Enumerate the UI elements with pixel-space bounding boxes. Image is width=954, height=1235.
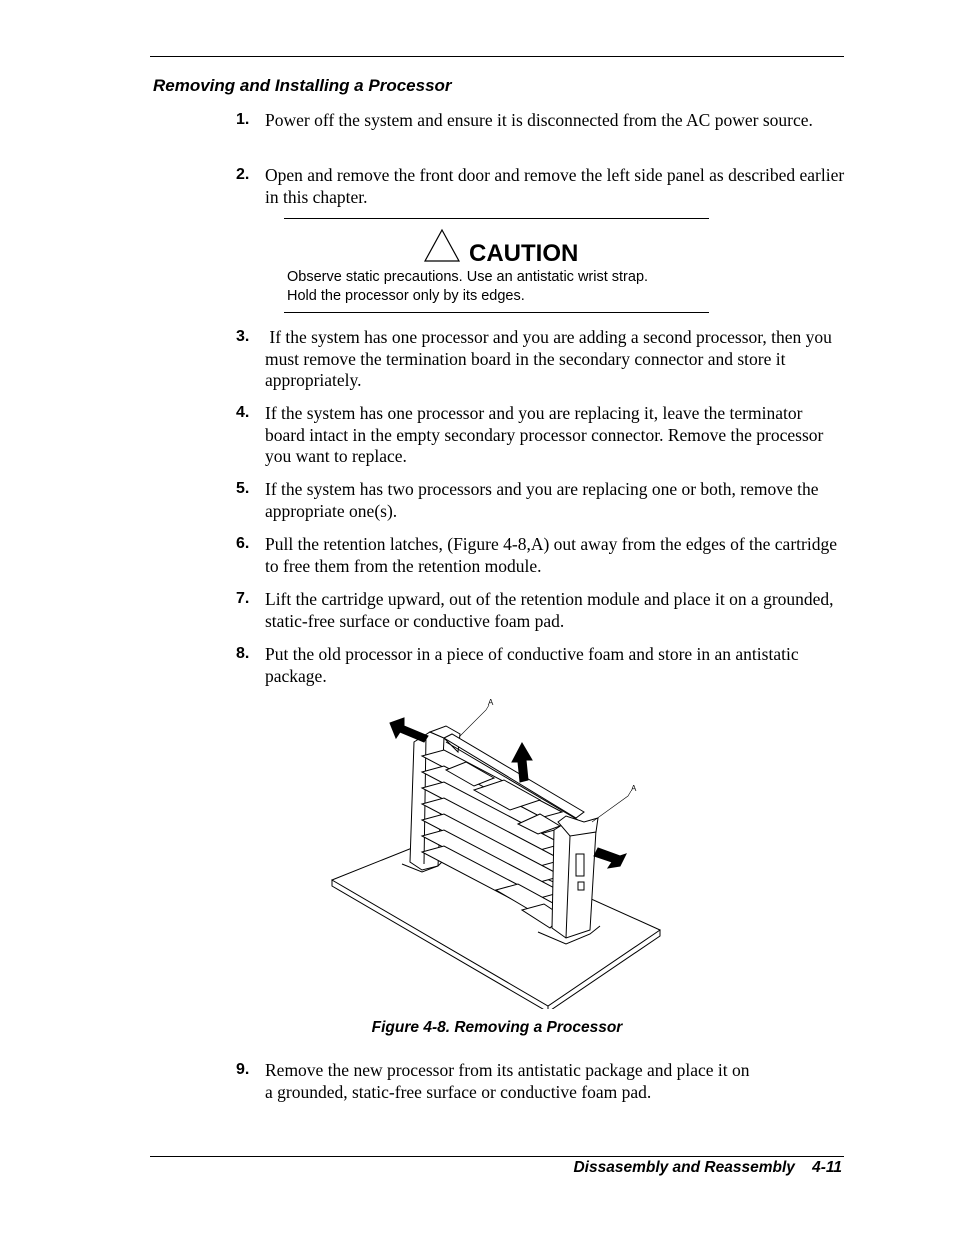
- caution-bottom-rule: [284, 312, 709, 313]
- footer-chapter: Dissasembly and Reassembly: [573, 1159, 795, 1176]
- callout-a-right: A: [631, 784, 637, 793]
- header-rule: [150, 56, 844, 57]
- figure-caption: [0, 1019, 954, 1037]
- caution-text: [287, 268, 707, 306]
- figure-caption-text: Figure 4-8. Removing a Processor: [371, 1019, 623, 1036]
- step-number: 1.: [236, 111, 250, 128]
- footer-page-number: 4-11: [812, 1159, 842, 1176]
- step-number: 7.: [236, 590, 250, 607]
- step-text: If the system has one processor and you are adding a second processor, then you must remove the termination board in the secondary connector and store it appropriately.: [265, 327, 837, 390]
- caution-title: CAUTION: [469, 240, 579, 267]
- caution-triangle-icon: [423, 228, 461, 269]
- callout-a-left: A: [488, 698, 494, 707]
- step-number: 5.: [236, 480, 250, 497]
- step-text: Power off the system and ensure it is disconnected from the AC power source.: [265, 110, 813, 130]
- section-title: Removing and Installing a Processor: [153, 76, 452, 95]
- step-number: 8.: [236, 645, 250, 662]
- caution-line-2: Hold the processor only by its edges.: [287, 288, 525, 304]
- step-number: 4.: [236, 404, 250, 421]
- step-number: 6.: [236, 535, 250, 552]
- step-text: Remove the new processor from its antistatic package and place it on a grounded, static-free surface or conductive foam pad.: [265, 1060, 750, 1102]
- step-text: Lift the cartridge upward, out of the retention module and place it on a grounded, static-free surface or conductive foam pad.: [265, 589, 834, 631]
- step-text: Pull the retention latches, (Figure 4-8,A) out away from the edges of the cartridge to free them from the retention module.: [265, 534, 837, 576]
- footer-rule: [150, 1156, 844, 1157]
- processor-illustration: [326, 694, 671, 1009]
- step-text: If the system has one processor and you are replacing it, leave the terminator board intact in the empty secondary processor connector. Remove the processor you want to replace.: [265, 403, 824, 466]
- step-text: If the system has two processors and you are replacing one or both, remove the appropriate one(s).: [265, 479, 819, 521]
- processor-removal-figure: [326, 694, 671, 1014]
- step-text: Put the old processor in a piece of conductive foam and store in an antistatic package.: [265, 644, 799, 686]
- caution-top-rule: [284, 218, 709, 219]
- step-number: 2.: [236, 166, 250, 183]
- page-footer: [573, 1159, 842, 1177]
- step-number: 9.: [236, 1061, 250, 1078]
- step-text: Open and remove the front door and remove the left side panel as described earlier in this chapter.: [265, 165, 845, 207]
- step-number: 3.: [236, 328, 250, 345]
- caution-line-1: Observe static precautions. Use an antistatic wrist strap.: [287, 269, 649, 285]
